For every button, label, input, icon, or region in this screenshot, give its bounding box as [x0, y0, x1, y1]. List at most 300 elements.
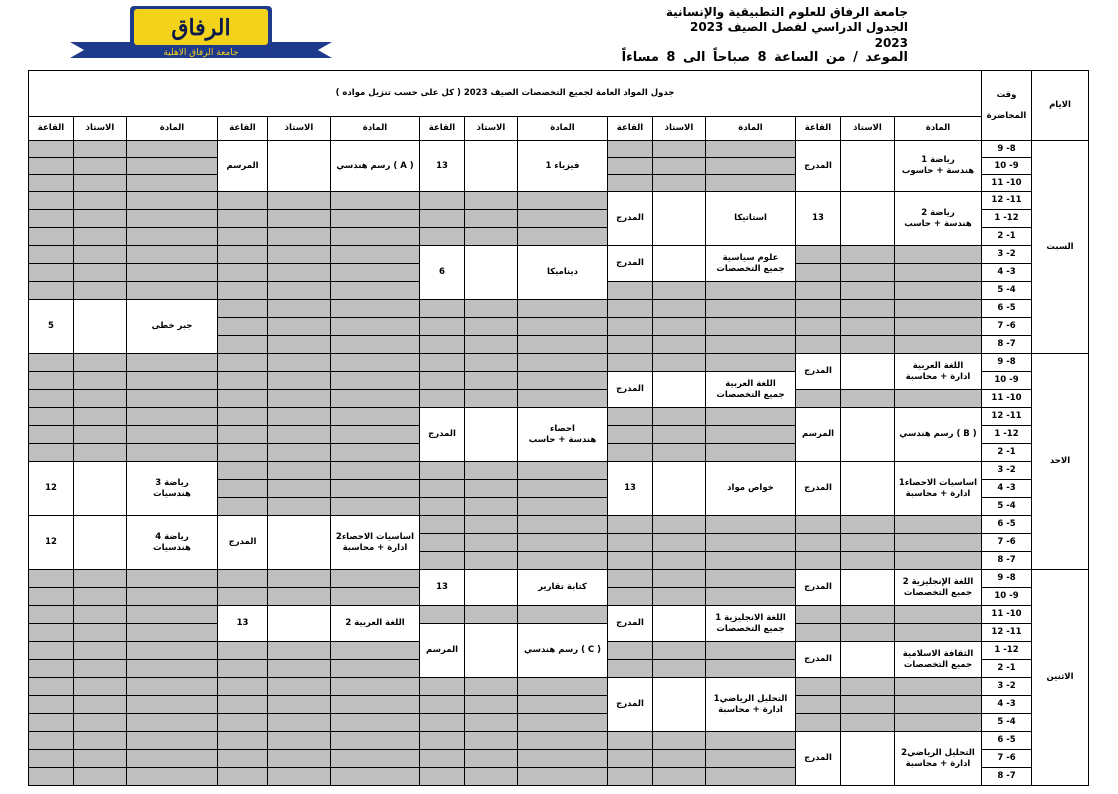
schedule-table: [28, 70, 1089, 786]
empty-cell: [74, 570, 127, 588]
empty-cell: [608, 570, 653, 588]
empty-cell: [608, 642, 653, 660]
empty-cell: [841, 318, 895, 336]
time-slot: 7 -6: [982, 750, 1032, 768]
empty-cell: [518, 318, 608, 336]
empty-cell: [127, 210, 218, 228]
empty-cell: [653, 408, 706, 426]
empty-cell: [331, 732, 420, 750]
subject-header: المادة: [127, 117, 218, 141]
empty-cell: [29, 696, 74, 714]
empty-cell: [268, 444, 331, 462]
empty-cell: [29, 606, 74, 624]
empty-cell: [268, 372, 331, 390]
room-cell: المدرج: [796, 732, 841, 786]
teacher-cell: [74, 462, 127, 516]
empty-cell: [331, 498, 420, 516]
time-slot: 11 -10: [982, 390, 1032, 408]
empty-cell: [518, 228, 608, 246]
teacher-header: الاستاذ: [465, 117, 518, 141]
empty-cell: [127, 264, 218, 282]
empty-cell: [331, 570, 420, 588]
empty-cell: [74, 678, 127, 696]
course-title: رياضة 3: [155, 477, 189, 488]
time-slot: 12 -11: [982, 624, 1032, 642]
empty-cell: [796, 390, 841, 408]
empty-cell: [895, 678, 982, 696]
subject-header: المادة: [518, 117, 608, 141]
empty-cell: [841, 246, 895, 264]
course-title: التحليل الرياضي1: [713, 693, 788, 704]
empty-cell: [608, 588, 653, 606]
empty-cell: [218, 282, 268, 300]
empty-cell: [706, 175, 796, 192]
empty-cell: [518, 714, 608, 732]
empty-cell: [420, 498, 465, 516]
empty-cell: [608, 732, 653, 750]
empty-cell: [268, 462, 331, 480]
time-slot: 3 -2: [982, 678, 1032, 696]
course-cell: [895, 732, 982, 786]
empty-cell: [895, 606, 982, 624]
empty-cell: [331, 282, 420, 300]
empty-cell: [29, 408, 74, 426]
empty-cell: [127, 192, 218, 210]
empty-cell: [841, 534, 895, 552]
empty-cell: [518, 462, 608, 480]
empty-cell: [706, 750, 796, 768]
empty-cell: [331, 444, 420, 462]
empty-cell: [331, 210, 420, 228]
course-cell: فيزياء 1: [518, 141, 608, 192]
time-slot: 8 -7: [982, 768, 1032, 786]
empty-cell: [653, 552, 706, 570]
university-logo: [70, 4, 332, 62]
empty-cell: [706, 282, 796, 300]
subject-header: المادة: [331, 117, 420, 141]
time-slot: 8 -7: [982, 552, 1032, 570]
empty-cell: [653, 534, 706, 552]
empty-cell: [268, 570, 331, 588]
room-cell: 12: [29, 462, 74, 516]
time-slot: 4 -3: [982, 264, 1032, 282]
empty-cell: [518, 192, 608, 210]
empty-cell: [465, 318, 518, 336]
empty-cell: [74, 175, 127, 192]
empty-cell: [218, 678, 268, 696]
course-title: الثقافة الاسلامية: [902, 648, 974, 659]
time-slot: 2 -1: [982, 228, 1032, 246]
empty-cell: [29, 210, 74, 228]
empty-cell: [608, 750, 653, 768]
empty-cell: [218, 354, 268, 372]
teacher-cell: [653, 606, 706, 642]
teacher-cell: [841, 570, 895, 606]
day-label: الاحد: [1032, 354, 1089, 570]
empty-cell: [218, 318, 268, 336]
empty-cell: [841, 390, 895, 408]
empty-cell: [127, 588, 218, 606]
teacher-cell: [74, 300, 127, 354]
room-cell: المدرج: [608, 246, 653, 282]
empty-cell: [127, 570, 218, 588]
time-slot: 9 -8: [982, 354, 1032, 372]
empty-cell: [218, 336, 268, 354]
teacher-cell: [841, 462, 895, 516]
empty-cell: [331, 192, 420, 210]
schedule-year: 2023: [874, 36, 908, 50]
empty-cell: [74, 354, 127, 372]
empty-cell: [331, 390, 420, 408]
empty-cell: [706, 534, 796, 552]
empty-cell: [706, 158, 796, 175]
empty-cell: [895, 516, 982, 534]
empty-cell: [268, 354, 331, 372]
empty-cell: [74, 264, 127, 282]
time-slot: 3 -2: [982, 462, 1032, 480]
empty-cell: [465, 552, 518, 570]
empty-cell: [518, 390, 608, 408]
empty-cell: [706, 300, 796, 318]
empty-cell: [608, 336, 653, 354]
subject-header: المادة: [895, 117, 982, 141]
empty-cell: [74, 158, 127, 175]
empty-cell: [74, 246, 127, 264]
empty-cell: [706, 336, 796, 354]
course-cell: [331, 516, 420, 570]
empty-cell: [218, 498, 268, 516]
empty-cell: [420, 228, 465, 246]
empty-cell: [74, 606, 127, 624]
course-title: رياضة 1: [921, 155, 955, 166]
course-cell: [706, 606, 796, 642]
course-title: رياضة 4: [155, 531, 189, 542]
empty-cell: [608, 141, 653, 158]
course-title: رياضة 2: [921, 207, 955, 218]
empty-cell: [331, 660, 420, 678]
empty-cell: [218, 660, 268, 678]
course-group: جميع التخصصات: [716, 263, 785, 274]
course-cell: [706, 246, 796, 282]
teacher-cell: [465, 246, 518, 300]
empty-cell: [420, 696, 465, 714]
empty-cell: [29, 642, 74, 660]
empty-cell: [895, 552, 982, 570]
room-cell: المدرج: [608, 678, 653, 732]
empty-cell: [74, 642, 127, 660]
empty-cell: [653, 336, 706, 354]
teacher-cell: [841, 408, 895, 462]
empty-cell: [74, 624, 127, 642]
empty-cell: [518, 678, 608, 696]
empty-cell: [465, 390, 518, 408]
teacher-cell: [465, 141, 518, 192]
room-cell: المدرج: [796, 462, 841, 516]
empty-cell: [29, 768, 74, 786]
time-header-top: وقت: [996, 89, 1017, 100]
empty-cell: [29, 588, 74, 606]
room-cell: المدرج: [796, 642, 841, 678]
time-slot: 8 -7: [982, 336, 1032, 354]
empty-cell: [796, 282, 841, 300]
empty-cell: [218, 480, 268, 498]
course-title: التحليل الرياضي2: [901, 747, 975, 758]
empty-cell: [127, 246, 218, 264]
empty-cell: [895, 282, 982, 300]
empty-cell: [127, 606, 218, 624]
course-cell: استاتيكا: [706, 192, 796, 246]
empty-cell: [29, 246, 74, 264]
empty-cell: [518, 552, 608, 570]
empty-cell: [268, 318, 331, 336]
teacher-cell: [465, 570, 518, 606]
empty-cell: [653, 516, 706, 534]
empty-cell: [420, 714, 465, 732]
teacher-cell: [465, 408, 518, 462]
empty-cell: [653, 732, 706, 750]
empty-cell: [465, 534, 518, 552]
empty-cell: [653, 444, 706, 462]
time-slot: 9 -8: [982, 570, 1032, 588]
empty-cell: [331, 300, 420, 318]
course-title: اللغة العربية: [725, 378, 776, 389]
course-group: ادارة + محاسبة: [342, 542, 408, 553]
teacher-cell: [841, 354, 895, 390]
teacher-cell: [841, 642, 895, 678]
teacher-cell: [465, 624, 518, 678]
empty-cell: [420, 678, 465, 696]
empty-cell: [518, 480, 608, 498]
empty-cell: [268, 498, 331, 516]
course-group: ادارة + محاسبة: [718, 704, 783, 715]
empty-cell: [465, 678, 518, 696]
empty-cell: [608, 534, 653, 552]
empty-cell: [796, 606, 841, 624]
empty-cell: [29, 570, 74, 588]
empty-cell: [465, 354, 518, 372]
empty-cell: [608, 426, 653, 444]
empty-cell: [841, 264, 895, 282]
course-title: اللغة الانجليزية 1: [715, 612, 786, 623]
empty-cell: [653, 282, 706, 300]
empty-cell: [331, 714, 420, 732]
empty-cell: [218, 570, 268, 588]
teacher-cell: [841, 141, 895, 192]
room-cell: المرسم: [218, 141, 268, 192]
course-cell: [895, 192, 982, 246]
course-group: هندسة + حاسب: [904, 218, 972, 229]
time-slot: 11 -10: [982, 175, 1032, 192]
empty-cell: [608, 408, 653, 426]
time-column-header: [982, 71, 1032, 141]
teacher-cell: [74, 516, 127, 570]
teacher-header: الاستاذ: [74, 117, 127, 141]
time-slot: 7 -6: [982, 318, 1032, 336]
time-slot: 1 -12: [982, 426, 1032, 444]
empty-cell: [268, 750, 331, 768]
schedule-title: الجدول الدراسي لفصل الصيف 2023: [689, 20, 908, 34]
empty-cell: [653, 300, 706, 318]
empty-cell: [29, 282, 74, 300]
empty-cell: [518, 300, 608, 318]
empty-cell: [74, 588, 127, 606]
empty-cell: [218, 264, 268, 282]
empty-cell: [74, 228, 127, 246]
empty-cell: [74, 141, 127, 158]
empty-cell: [218, 246, 268, 264]
empty-cell: [331, 336, 420, 354]
empty-cell: [841, 552, 895, 570]
empty-cell: [518, 750, 608, 768]
course-cell: [895, 462, 982, 516]
empty-cell: [465, 462, 518, 480]
empty-cell: [218, 300, 268, 318]
empty-cell: [127, 390, 218, 408]
empty-cell: [706, 768, 796, 786]
empty-cell: [29, 750, 74, 768]
empty-cell: [268, 714, 331, 732]
time-slot: 5 -4: [982, 282, 1032, 300]
empty-cell: [653, 318, 706, 336]
empty-cell: [420, 768, 465, 786]
course-group: هندسة + حاسوب: [901, 166, 975, 176]
empty-cell: [268, 264, 331, 282]
empty-cell: [841, 678, 895, 696]
empty-cell: [268, 426, 331, 444]
empty-cell: [895, 300, 982, 318]
time-slot: 10 -9: [982, 372, 1032, 390]
room-cell: المرسم: [796, 408, 841, 462]
empty-cell: [608, 318, 653, 336]
empty-cell: [895, 336, 982, 354]
empty-cell: [796, 318, 841, 336]
empty-cell: [796, 516, 841, 534]
empty-cell: [895, 696, 982, 714]
empty-cell: [420, 462, 465, 480]
room-cell: 13: [796, 192, 841, 246]
empty-cell: [268, 588, 331, 606]
room-cell: المدرج: [796, 354, 841, 390]
empty-cell: [218, 732, 268, 750]
empty-cell: [796, 696, 841, 714]
empty-cell: [653, 768, 706, 786]
empty-cell: [127, 732, 218, 750]
course-cell: [127, 462, 218, 516]
empty-cell: [268, 300, 331, 318]
teacher-cell: [268, 516, 331, 570]
empty-cell: [268, 768, 331, 786]
empty-cell: [331, 354, 420, 372]
empty-cell: [841, 336, 895, 354]
empty-cell: [518, 768, 608, 786]
empty-cell: [420, 372, 465, 390]
empty-cell: [127, 141, 218, 158]
empty-cell: [218, 768, 268, 786]
empty-cell: [653, 158, 706, 175]
empty-cell: [420, 750, 465, 768]
empty-cell: [331, 372, 420, 390]
course-cell: ديناميكا: [518, 246, 608, 300]
empty-cell: [653, 175, 706, 192]
teacher-cell: [268, 141, 331, 192]
empty-cell: [841, 282, 895, 300]
room-cell: المدرج: [420, 408, 465, 462]
empty-cell: [465, 498, 518, 516]
empty-cell: [518, 534, 608, 552]
empty-cell: [268, 696, 331, 714]
empty-cell: [518, 498, 608, 516]
time-slot: 4 -3: [982, 696, 1032, 714]
teacher-cell: [653, 678, 706, 732]
logo-text: الرفاق: [171, 15, 231, 41]
empty-cell: [841, 714, 895, 732]
empty-cell: [608, 660, 653, 678]
empty-cell: [420, 480, 465, 498]
course-group: ادارة + محاسبة: [905, 488, 971, 499]
empty-cell: [74, 282, 127, 300]
empty-cell: [268, 192, 331, 210]
empty-cell: [29, 732, 74, 750]
empty-cell: [706, 570, 796, 588]
empty-cell: [420, 192, 465, 210]
empty-cell: [608, 300, 653, 318]
room-cell: المرسم: [420, 624, 465, 678]
day-label: الاثنين: [1032, 570, 1089, 786]
empty-cell: [796, 624, 841, 642]
empty-cell: [895, 246, 982, 264]
empty-cell: [608, 158, 653, 175]
empty-cell: [127, 642, 218, 660]
empty-cell: [796, 300, 841, 318]
empty-cell: [29, 678, 74, 696]
empty-cell: [796, 678, 841, 696]
teacher-cell: [268, 606, 331, 642]
empty-cell: [653, 354, 706, 372]
empty-cell: [465, 336, 518, 354]
empty-cell: [74, 732, 127, 750]
empty-cell: [518, 516, 608, 534]
empty-cell: [420, 606, 465, 624]
time-slot: 12 -11: [982, 408, 1032, 426]
empty-cell: [74, 660, 127, 678]
empty-cell: [653, 141, 706, 158]
empty-cell: [218, 192, 268, 210]
empty-cell: [518, 696, 608, 714]
course-cell: رسم هندسي ( A ): [331, 141, 420, 192]
course-group: جميع التخصصات: [903, 587, 973, 598]
empty-cell: [796, 246, 841, 264]
empty-cell: [127, 678, 218, 696]
empty-cell: [331, 408, 420, 426]
empty-cell: [331, 462, 420, 480]
course-cell: [895, 354, 982, 390]
empty-cell: [706, 732, 796, 750]
empty-cell: [331, 318, 420, 336]
empty-cell: [796, 534, 841, 552]
empty-cell: [465, 732, 518, 750]
empty-cell: [29, 175, 74, 192]
time-slot: 5 -4: [982, 714, 1032, 732]
course-cell: كتابة تقارير: [518, 570, 608, 606]
empty-cell: [268, 336, 331, 354]
empty-cell: [420, 552, 465, 570]
empty-cell: [796, 264, 841, 282]
empty-cell: [608, 444, 653, 462]
empty-cell: [706, 660, 796, 678]
room-cell: 6: [420, 246, 465, 300]
empty-cell: [268, 642, 331, 660]
empty-cell: [706, 141, 796, 158]
